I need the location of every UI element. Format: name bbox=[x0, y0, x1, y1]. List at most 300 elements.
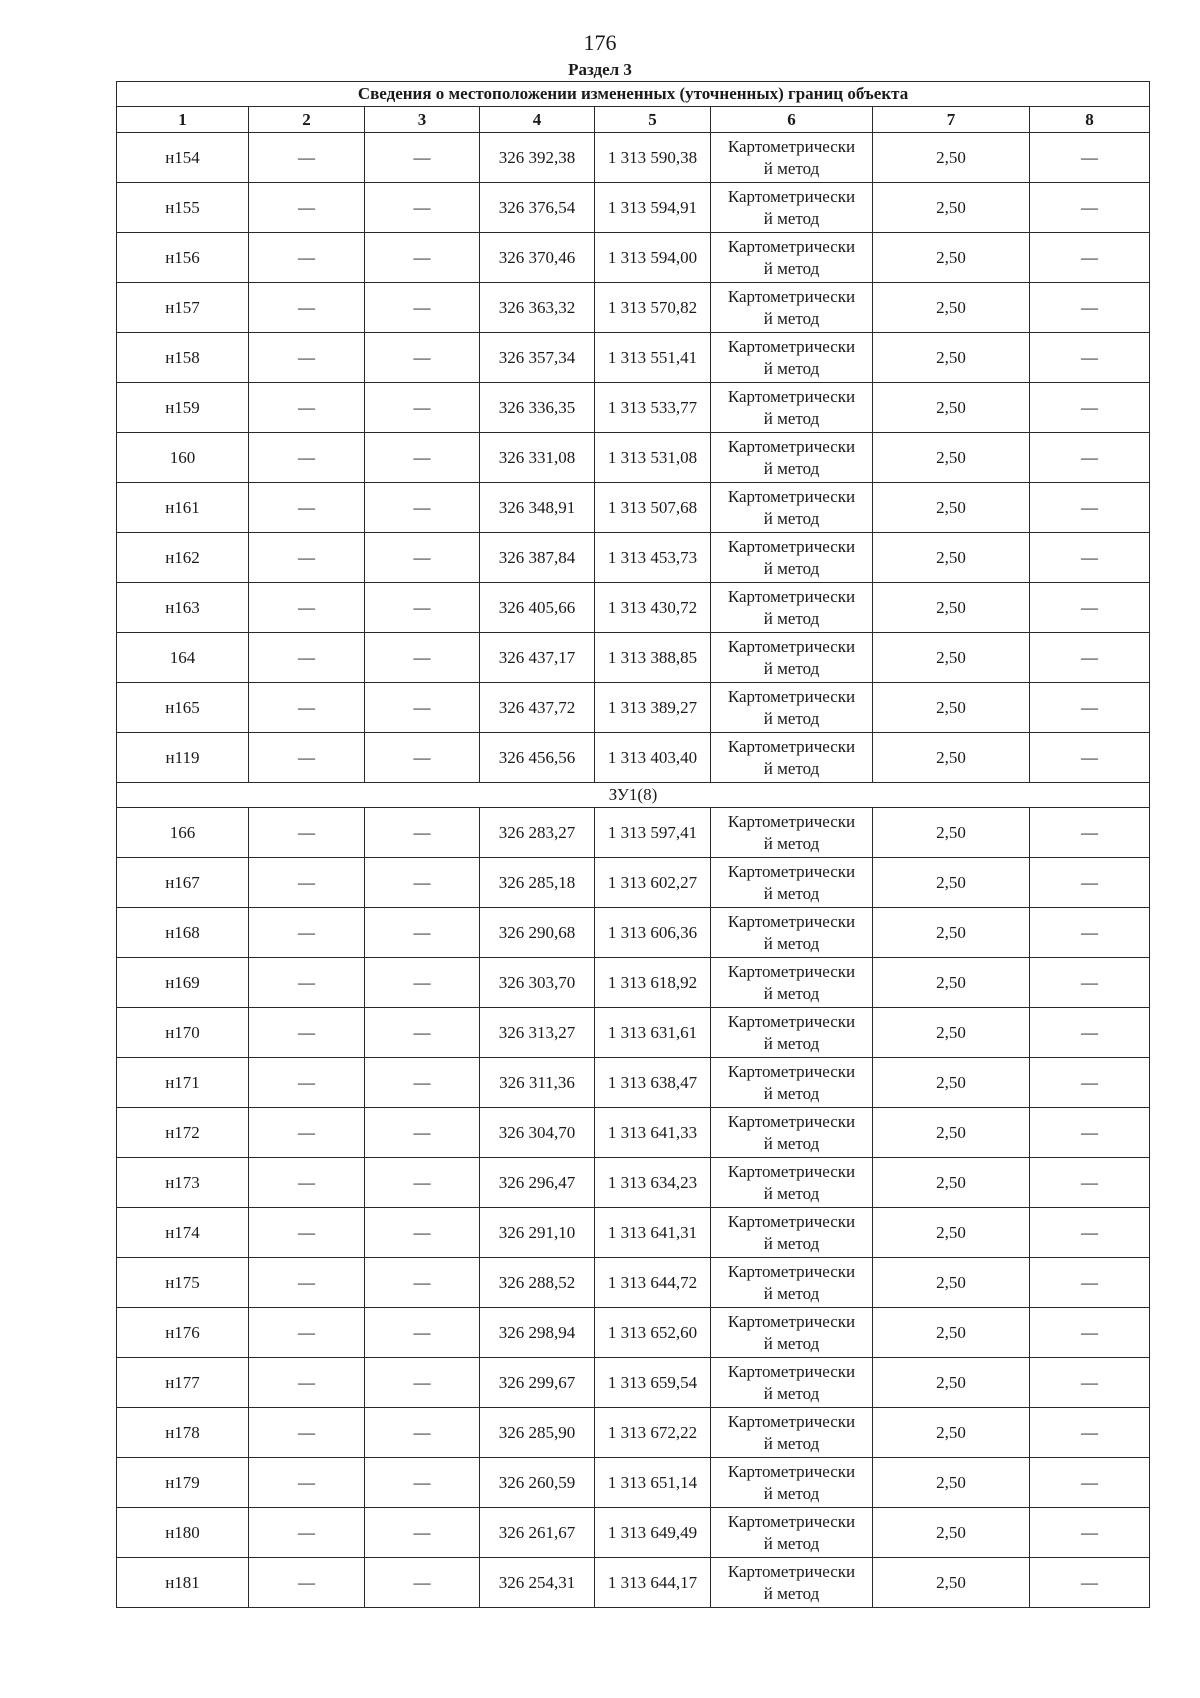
x-coordinate: 326 304,70 bbox=[480, 1108, 595, 1158]
table-row bbox=[117, 733, 1150, 783]
accuracy: 2,50 bbox=[873, 1358, 1030, 1408]
col-3-value: — bbox=[365, 1208, 480, 1258]
point-number: н176 bbox=[117, 1308, 249, 1358]
x-coordinate: 326 331,08 bbox=[480, 433, 595, 483]
accuracy: 2,50 bbox=[873, 183, 1030, 233]
method bbox=[711, 1208, 873, 1258]
y-coordinate: 1 313 652,60 bbox=[595, 1308, 711, 1358]
table-row bbox=[117, 1208, 1150, 1258]
col-2-value: — bbox=[249, 633, 365, 683]
method bbox=[711, 433, 873, 483]
method-line-2: й метод bbox=[763, 1333, 820, 1353]
table-row bbox=[117, 1408, 1150, 1458]
col-8-value: — bbox=[1030, 483, 1150, 533]
col-3-value: — bbox=[365, 1558, 480, 1608]
col-3-value: — bbox=[365, 433, 480, 483]
method bbox=[711, 633, 873, 683]
col-2-value: — bbox=[249, 1508, 365, 1558]
point-number: н119 bbox=[117, 733, 249, 783]
col-2-value: — bbox=[249, 908, 365, 958]
accuracy: 2,50 bbox=[873, 1508, 1030, 1558]
col-8-value: — bbox=[1030, 533, 1150, 583]
col-2-value: — bbox=[249, 1558, 365, 1608]
col-8-value: — bbox=[1030, 1358, 1150, 1408]
col-2-value: — bbox=[249, 433, 365, 483]
x-coordinate: 326 313,27 bbox=[480, 1008, 595, 1058]
accuracy: 2,50 bbox=[873, 383, 1030, 433]
accuracy: 2,50 bbox=[873, 1458, 1030, 1508]
method-line-2: й метод bbox=[763, 983, 820, 1003]
accuracy: 2,50 bbox=[873, 1408, 1030, 1458]
col-3-value: — bbox=[365, 133, 480, 183]
col-3-value: — bbox=[365, 1308, 480, 1358]
table-row bbox=[117, 1358, 1150, 1408]
method bbox=[711, 958, 873, 1008]
point-number: н159 bbox=[117, 383, 249, 433]
table-row bbox=[117, 283, 1150, 333]
column-header-3: 3 bbox=[365, 107, 480, 133]
col-2-value: — bbox=[249, 808, 365, 858]
point-number: н168 bbox=[117, 908, 249, 958]
table-row bbox=[117, 333, 1150, 383]
col-8-value: — bbox=[1030, 1108, 1150, 1158]
group-label: ЗУ1(8) bbox=[117, 783, 1150, 808]
accuracy: 2,50 bbox=[873, 583, 1030, 633]
method-line-2: й метод bbox=[763, 933, 820, 953]
col-8-value: — bbox=[1030, 233, 1150, 283]
accuracy: 2,50 bbox=[873, 1208, 1030, 1258]
method-line-1: Картометрически bbox=[727, 286, 856, 306]
col-2-value: — bbox=[249, 283, 365, 333]
col-3-value: — bbox=[365, 283, 480, 333]
table-row bbox=[117, 183, 1150, 233]
x-coordinate: 326 285,90 bbox=[480, 1408, 595, 1458]
table-row bbox=[117, 1558, 1150, 1608]
method-line-1: Картометрически bbox=[727, 1061, 856, 1081]
point-number: н175 bbox=[117, 1258, 249, 1308]
col-8-value: — bbox=[1030, 583, 1150, 633]
y-coordinate: 1 313 638,47 bbox=[595, 1058, 711, 1108]
column-header-1: 1 bbox=[117, 107, 249, 133]
x-coordinate: 326 370,46 bbox=[480, 233, 595, 283]
method-line-2: й метод bbox=[763, 1183, 820, 1203]
col-2-value: — bbox=[249, 1258, 365, 1308]
accuracy: 2,50 bbox=[873, 1008, 1030, 1058]
method bbox=[711, 383, 873, 433]
x-coordinate: 326 405,66 bbox=[480, 583, 595, 633]
table-row bbox=[117, 1158, 1150, 1208]
col-2-value: — bbox=[249, 383, 365, 433]
col-2-value: — bbox=[249, 1008, 365, 1058]
point-number: 160 bbox=[117, 433, 249, 483]
col-2-value: — bbox=[249, 1108, 365, 1158]
col-8-value: — bbox=[1030, 133, 1150, 183]
col-8-value: — bbox=[1030, 858, 1150, 908]
accuracy: 2,50 bbox=[873, 1058, 1030, 1108]
method-line-1: Картометрически bbox=[727, 636, 856, 656]
method-line-1: Картометрически bbox=[727, 736, 856, 756]
column-header-4: 4 bbox=[480, 107, 595, 133]
accuracy: 2,50 bbox=[873, 633, 1030, 683]
col-3-value: — bbox=[365, 633, 480, 683]
y-coordinate: 1 313 644,17 bbox=[595, 1558, 711, 1608]
point-number: 164 bbox=[117, 633, 249, 683]
x-coordinate: 326 260,59 bbox=[480, 1458, 595, 1508]
method bbox=[711, 1058, 873, 1108]
method-line-1: Картометрически bbox=[727, 1261, 856, 1281]
method-line-2: й метод bbox=[763, 708, 820, 728]
method-line-1: Картометрически bbox=[727, 1561, 856, 1581]
method-line-2: й метод bbox=[763, 608, 820, 628]
point-number: н170 bbox=[117, 1008, 249, 1058]
col-2-value: — bbox=[249, 1208, 365, 1258]
col-8-value: — bbox=[1030, 958, 1150, 1008]
method-line-2: й метод bbox=[763, 758, 820, 778]
table-row bbox=[117, 1108, 1150, 1158]
x-coordinate: 326 311,36 bbox=[480, 1058, 595, 1108]
accuracy: 2,50 bbox=[873, 808, 1030, 858]
column-header-7: 7 bbox=[873, 107, 1030, 133]
col-3-value: — bbox=[365, 683, 480, 733]
method bbox=[711, 1408, 873, 1458]
method bbox=[711, 908, 873, 958]
accuracy: 2,50 bbox=[873, 1258, 1030, 1308]
col-8-value: — bbox=[1030, 1408, 1150, 1458]
col-3-value: — bbox=[365, 1108, 480, 1158]
accuracy: 2,50 bbox=[873, 858, 1030, 908]
col-3-value: — bbox=[365, 1158, 480, 1208]
col-3-value: — bbox=[365, 808, 480, 858]
method-line-1: Картометрически bbox=[727, 386, 856, 406]
point-number: н158 bbox=[117, 333, 249, 383]
col-3-value: — bbox=[365, 333, 480, 383]
point-number: н172 bbox=[117, 1108, 249, 1158]
col-2-value: — bbox=[249, 533, 365, 583]
y-coordinate: 1 313 551,41 bbox=[595, 333, 711, 383]
accuracy: 2,50 bbox=[873, 908, 1030, 958]
y-coordinate: 1 313 641,31 bbox=[595, 1208, 711, 1258]
col-8-value: — bbox=[1030, 1508, 1150, 1558]
col-8-value: — bbox=[1030, 183, 1150, 233]
x-coordinate: 326 261,67 bbox=[480, 1508, 595, 1558]
table-row bbox=[117, 533, 1150, 583]
col-2-value: — bbox=[249, 858, 365, 908]
col-3-value: — bbox=[365, 1008, 480, 1058]
x-coordinate: 326 437,17 bbox=[480, 633, 595, 683]
col-2-value: — bbox=[249, 1358, 365, 1408]
table-row bbox=[117, 808, 1150, 858]
method-line-1: Картометрически bbox=[727, 436, 856, 456]
y-coordinate: 1 313 659,54 bbox=[595, 1358, 711, 1408]
accuracy: 2,50 bbox=[873, 483, 1030, 533]
table-row bbox=[117, 683, 1150, 733]
point-number: н173 bbox=[117, 1158, 249, 1208]
x-coordinate: 326 299,67 bbox=[480, 1358, 595, 1408]
accuracy: 2,50 bbox=[873, 1158, 1030, 1208]
x-coordinate: 326 291,10 bbox=[480, 1208, 595, 1258]
col-2-value: — bbox=[249, 733, 365, 783]
accuracy: 2,50 bbox=[873, 333, 1030, 383]
method-line-1: Картометрически bbox=[727, 1211, 856, 1231]
method-line-2: й метод bbox=[763, 1033, 820, 1053]
x-coordinate: 326 456,56 bbox=[480, 733, 595, 783]
table-row bbox=[117, 1008, 1150, 1058]
table-caption: Сведения о местоположении измененных (уточненных) границ объекта bbox=[117, 82, 1150, 107]
y-coordinate: 1 313 644,72 bbox=[595, 1258, 711, 1308]
method-line-2: й метод bbox=[763, 1283, 820, 1303]
method bbox=[711, 1258, 873, 1308]
col-8-value: — bbox=[1030, 633, 1150, 683]
method-line-2: й метод bbox=[763, 1133, 820, 1153]
method bbox=[711, 583, 873, 633]
method bbox=[711, 858, 873, 908]
y-coordinate: 1 313 453,73 bbox=[595, 533, 711, 583]
table-row bbox=[117, 1058, 1150, 1108]
col-8-value: — bbox=[1030, 808, 1150, 858]
col-8-value: — bbox=[1030, 1558, 1150, 1608]
table-row bbox=[117, 1308, 1150, 1358]
point-number: н179 bbox=[117, 1458, 249, 1508]
col-2-value: — bbox=[249, 1058, 365, 1108]
column-header-8: 8 bbox=[1030, 107, 1150, 133]
x-coordinate: 326 357,34 bbox=[480, 333, 595, 383]
point-number: н163 bbox=[117, 583, 249, 633]
x-coordinate: 326 387,84 bbox=[480, 533, 595, 583]
method-line-1: Картометрически bbox=[727, 1411, 856, 1431]
column-header-5: 5 bbox=[595, 107, 711, 133]
method-line-1: Картометрически bbox=[727, 136, 856, 156]
table-row bbox=[117, 383, 1150, 433]
boundary-coordinates-table bbox=[116, 81, 1150, 1608]
y-coordinate: 1 313 533,77 bbox=[595, 383, 711, 433]
table-row bbox=[117, 1258, 1150, 1308]
method-line-1: Картометрически bbox=[727, 236, 856, 256]
table-row bbox=[117, 858, 1150, 908]
col-8-value: — bbox=[1030, 1308, 1150, 1358]
method-line-2: й метод bbox=[763, 1533, 820, 1553]
col-3-value: — bbox=[365, 1258, 480, 1308]
point-number: н169 bbox=[117, 958, 249, 1008]
y-coordinate: 1 313 531,08 bbox=[595, 433, 711, 483]
accuracy: 2,50 bbox=[873, 133, 1030, 183]
table-row bbox=[117, 233, 1150, 283]
method bbox=[711, 1508, 873, 1558]
point-number: н171 bbox=[117, 1058, 249, 1108]
method bbox=[711, 1358, 873, 1408]
table-row bbox=[117, 483, 1150, 533]
method-line-2: й метод bbox=[763, 1433, 820, 1453]
method-line-1: Картометрически bbox=[727, 861, 856, 881]
method-line-2: й метод bbox=[763, 308, 820, 328]
method bbox=[711, 1558, 873, 1608]
method-line-1: Картометрически bbox=[727, 686, 856, 706]
accuracy: 2,50 bbox=[873, 433, 1030, 483]
column-header-2: 2 bbox=[249, 107, 365, 133]
method-line-2: й метод bbox=[763, 833, 820, 853]
x-coordinate: 326 303,70 bbox=[480, 958, 595, 1008]
method bbox=[711, 733, 873, 783]
col-2-value: — bbox=[249, 183, 365, 233]
method bbox=[711, 533, 873, 583]
x-coordinate: 326 288,52 bbox=[480, 1258, 595, 1308]
method bbox=[711, 283, 873, 333]
x-coordinate: 326 336,35 bbox=[480, 383, 595, 433]
point-number: н167 bbox=[117, 858, 249, 908]
accuracy: 2,50 bbox=[873, 1108, 1030, 1158]
table-row bbox=[117, 908, 1150, 958]
y-coordinate: 1 313 403,40 bbox=[595, 733, 711, 783]
col-2-value: — bbox=[249, 233, 365, 283]
table-row bbox=[117, 133, 1150, 183]
col-8-value: — bbox=[1030, 1258, 1150, 1308]
col-8-value: — bbox=[1030, 283, 1150, 333]
col-8-value: — bbox=[1030, 908, 1150, 958]
y-coordinate: 1 313 602,27 bbox=[595, 858, 711, 908]
table-row bbox=[117, 583, 1150, 633]
col-2-value: — bbox=[249, 1408, 365, 1458]
method-line-1: Картометрически bbox=[727, 1161, 856, 1181]
point-number: н174 bbox=[117, 1208, 249, 1258]
y-coordinate: 1 313 618,92 bbox=[595, 958, 711, 1008]
point-number: н177 bbox=[117, 1358, 249, 1408]
col-3-value: — bbox=[365, 383, 480, 433]
y-coordinate: 1 313 388,85 bbox=[595, 633, 711, 683]
col-3-value: — bbox=[365, 1508, 480, 1558]
method bbox=[711, 233, 873, 283]
point-number: н178 bbox=[117, 1408, 249, 1458]
col-8-value: — bbox=[1030, 1458, 1150, 1508]
method bbox=[711, 683, 873, 733]
col-2-value: — bbox=[249, 133, 365, 183]
col-3-value: — bbox=[365, 733, 480, 783]
x-coordinate: 326 254,31 bbox=[480, 1558, 595, 1608]
method-line-2: й метод bbox=[763, 883, 820, 903]
x-coordinate: 326 363,32 bbox=[480, 283, 595, 333]
method-line-2: й метод bbox=[763, 1233, 820, 1253]
point-number: н157 bbox=[117, 283, 249, 333]
y-coordinate: 1 313 631,61 bbox=[595, 1008, 711, 1058]
method-line-1: Картометрически bbox=[727, 336, 856, 356]
point-number: н155 bbox=[117, 183, 249, 233]
method-line-2: й метод bbox=[763, 1383, 820, 1403]
method-line-1: Картометрически bbox=[727, 1461, 856, 1481]
col-8-value: — bbox=[1030, 1058, 1150, 1108]
col-2-value: — bbox=[249, 1308, 365, 1358]
y-coordinate: 1 313 389,27 bbox=[595, 683, 711, 733]
section-title: Раздел 3 bbox=[568, 60, 632, 79]
method-line-1: Картометрически bbox=[727, 1111, 856, 1131]
col-8-value: — bbox=[1030, 733, 1150, 783]
group-row bbox=[117, 783, 1150, 808]
x-coordinate: 326 290,68 bbox=[480, 908, 595, 958]
method-line-1: Картометрически bbox=[727, 186, 856, 206]
col-3-value: — bbox=[365, 533, 480, 583]
accuracy: 2,50 bbox=[873, 1308, 1030, 1358]
y-coordinate: 1 313 649,49 bbox=[595, 1508, 711, 1558]
col-2-value: — bbox=[249, 683, 365, 733]
method-line-1: Картометрически bbox=[727, 911, 856, 931]
col-2-value: — bbox=[249, 958, 365, 1008]
col-2-value: — bbox=[249, 1158, 365, 1208]
col-2-value: — bbox=[249, 1458, 365, 1508]
method-line-1: Картометрически bbox=[727, 536, 856, 556]
y-coordinate: 1 313 606,36 bbox=[595, 908, 711, 958]
y-coordinate: 1 313 634,23 bbox=[595, 1158, 711, 1208]
method-line-2: й метод bbox=[763, 508, 820, 528]
method bbox=[711, 1008, 873, 1058]
method-line-1: Картометрически bbox=[727, 1311, 856, 1331]
method bbox=[711, 183, 873, 233]
method bbox=[711, 1108, 873, 1158]
x-coordinate: 326 296,47 bbox=[480, 1158, 595, 1208]
point-number: н156 bbox=[117, 233, 249, 283]
col-2-value: — bbox=[249, 483, 365, 533]
column-header-6: 6 bbox=[711, 107, 873, 133]
col-2-value: — bbox=[249, 583, 365, 633]
col-8-value: — bbox=[1030, 333, 1150, 383]
x-coordinate: 326 298,94 bbox=[480, 1308, 595, 1358]
x-coordinate: 326 285,18 bbox=[480, 858, 595, 908]
accuracy: 2,50 bbox=[873, 1558, 1030, 1608]
y-coordinate: 1 313 597,41 bbox=[595, 808, 711, 858]
col-3-value: — bbox=[365, 1408, 480, 1458]
method-line-2: й метод bbox=[763, 408, 820, 428]
page-number: 176 bbox=[583, 30, 617, 55]
table-row bbox=[117, 1508, 1150, 1558]
col-8-value: — bbox=[1030, 383, 1150, 433]
y-coordinate: 1 313 507,68 bbox=[595, 483, 711, 533]
point-number: 166 bbox=[117, 808, 249, 858]
method-line-2: й метод bbox=[763, 1583, 820, 1603]
method-line-2: й метод bbox=[763, 658, 820, 678]
method bbox=[711, 333, 873, 383]
method bbox=[711, 483, 873, 533]
x-coordinate: 326 437,72 bbox=[480, 683, 595, 733]
table-row bbox=[117, 633, 1150, 683]
col-8-value: — bbox=[1030, 1208, 1150, 1258]
method bbox=[711, 133, 873, 183]
method-line-2: й метод bbox=[763, 258, 820, 278]
method-line-1: Картометрически bbox=[727, 1011, 856, 1031]
point-number: н154 bbox=[117, 133, 249, 183]
accuracy: 2,50 bbox=[873, 533, 1030, 583]
y-coordinate: 1 313 651,14 bbox=[595, 1458, 711, 1508]
y-coordinate: 1 313 594,00 bbox=[595, 233, 711, 283]
method bbox=[711, 808, 873, 858]
method-line-2: й метод bbox=[763, 458, 820, 478]
table-row bbox=[117, 958, 1150, 1008]
method-line-1: Картометрически bbox=[727, 961, 856, 981]
col-2-value: — bbox=[249, 333, 365, 383]
accuracy: 2,50 bbox=[873, 683, 1030, 733]
col-3-value: — bbox=[365, 908, 480, 958]
method-line-1: Картометрически bbox=[727, 811, 856, 831]
x-coordinate: 326 392,38 bbox=[480, 133, 595, 183]
method-line-2: й метод bbox=[763, 558, 820, 578]
point-number: н161 bbox=[117, 483, 249, 533]
accuracy: 2,50 bbox=[873, 958, 1030, 1008]
col-8-value: — bbox=[1030, 683, 1150, 733]
accuracy: 2,50 bbox=[873, 733, 1030, 783]
method-line-1: Картометрически bbox=[727, 1511, 856, 1531]
point-number: н181 bbox=[117, 1558, 249, 1608]
col-8-value: — bbox=[1030, 433, 1150, 483]
x-coordinate: 326 283,27 bbox=[480, 808, 595, 858]
table-row bbox=[117, 1458, 1150, 1508]
y-coordinate: 1 313 430,72 bbox=[595, 583, 711, 633]
col-3-value: — bbox=[365, 1058, 480, 1108]
method-line-2: й метод bbox=[763, 1483, 820, 1503]
